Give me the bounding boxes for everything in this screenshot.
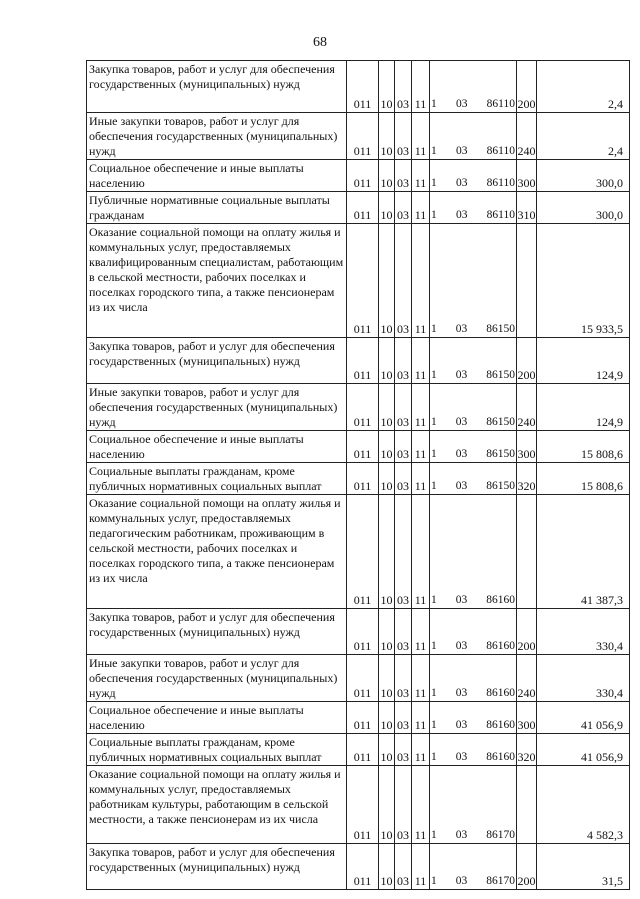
expense-type-code-cell: 240 [517, 384, 537, 431]
target-article-code-part: 03 [455, 448, 468, 460]
row-name-cell: Социальное обеспечение и иные выплаты населению [87, 702, 347, 734]
subsection-code-cell: 03 [395, 338, 412, 384]
target-article-code-part: 1 [431, 480, 437, 492]
target-article-code-cell [430, 113, 517, 160]
amount-cell: 2,4 [537, 61, 630, 113]
section-code-cell: 10 [379, 192, 395, 224]
target-article-code-part: 1 [431, 416, 437, 428]
target-article-code-part: 03 [455, 875, 468, 887]
program-code-cell: 11 [412, 61, 430, 113]
program-code-cell: 11 [412, 192, 430, 224]
section-code-cell: 10 [379, 609, 395, 655]
target-article-code-part: 86110 [486, 177, 515, 189]
row-name-cell: Закупка товаров, работ и услуг для обеспечения государственных (муниципальных) нужд [87, 844, 347, 890]
amount-cell: 4 582,3 [537, 766, 630, 844]
program-code-cell: 11 [412, 734, 430, 766]
target-article-code-part: 1 [431, 145, 437, 157]
expense-type-code-cell: 320 [517, 734, 537, 766]
program-code-cell: 11 [412, 384, 430, 431]
target-article-code-part: 1 [431, 640, 437, 652]
expense-type-code-cell: 320 [517, 463, 537, 495]
target-article-code-part: 03 [455, 640, 468, 652]
expense-type-code-cell: 240 [517, 655, 537, 702]
target-article-code-part: 1 [431, 209, 437, 221]
row-name-cell: Закупка товаров, работ и услуг для обеспечения государственных (муниципальных) нужд [87, 338, 347, 384]
table-row [87, 463, 630, 495]
amount-cell: 41 056,9 [537, 702, 630, 734]
target-article-code-part: 1 [431, 594, 437, 606]
expense-type-code-cell: 240 [517, 113, 537, 160]
table-row [87, 655, 630, 702]
subsection-code-cell: 03 [395, 702, 412, 734]
section-code-cell: 10 [379, 160, 395, 192]
target-article-code-cell [430, 61, 517, 113]
table-row [87, 61, 630, 113]
subsection-code-cell: 03 [395, 655, 412, 702]
row-name-cell: Иные закупки товаров, работ и услуг для обеспечения государственных (муниципальных) нужд [87, 384, 347, 431]
subsection-code-cell: 03 [395, 113, 412, 160]
program-code-cell: 11 [412, 224, 430, 338]
ministry-code-cell: 011 [347, 495, 379, 609]
table-row [87, 338, 630, 384]
expense-type-code-cell: 300 [517, 431, 537, 463]
target-article-code-part: 1 [431, 98, 437, 110]
ministry-code-cell: 011 [347, 609, 379, 655]
row-name-cell: Оказание социальной помощи на оплату жилья и коммунальных услуг, предоставляемых педагогическим работникам, проживающим в сельской местности, рабочих поселках и поселках городского типа, а также пенсионерам из их числа [87, 495, 347, 609]
row-name-cell: Публичные нормативные социальные выплаты гражданам [87, 192, 347, 224]
table-row [87, 702, 630, 734]
target-article-code-part: 86110 [486, 98, 515, 110]
subsection-code-cell: 03 [395, 431, 412, 463]
ministry-code-cell: 011 [347, 766, 379, 844]
section-code-cell: 10 [379, 463, 395, 495]
target-article-code-part: 86160 [486, 751, 515, 763]
row-name-cell: Социальное обеспечение и иные выплаты населению [87, 160, 347, 192]
target-article-code-part: 86110 [486, 209, 515, 221]
ministry-code-cell: 011 [347, 338, 379, 384]
target-article-code-part: 86150 [486, 416, 515, 428]
table-row [87, 495, 630, 609]
subsection-code-cell: 03 [395, 766, 412, 844]
expense-type-code-cell: 200 [517, 61, 537, 113]
subsection-code-cell: 03 [395, 61, 412, 113]
amount-cell: 300,0 [537, 192, 630, 224]
target-article-code-part: 1 [431, 369, 437, 381]
target-article-code-part: 03 [455, 719, 468, 731]
row-name-cell: Оказание социальной помощи на оплату жилья и коммунальных услуг, предоставляемых работникам культуры, работающим в сельской местности, а также пенсионерам из их числа [87, 766, 347, 844]
row-name-cell: Иные закупки товаров, работ и услуг для обеспечения государственных (муниципальных) нужд [87, 655, 347, 702]
table-row [87, 113, 630, 160]
section-code-cell: 10 [379, 338, 395, 384]
target-article-code-cell [430, 734, 517, 766]
amount-cell: 124,9 [537, 338, 630, 384]
target-article-code-part: 03 [455, 323, 468, 335]
expense-type-code-cell: 200 [517, 338, 537, 384]
target-article-code-part: 03 [455, 480, 468, 492]
target-article-code-part: 03 [455, 751, 468, 763]
target-article-code-cell [430, 766, 517, 844]
row-name-cell: Закупка товаров, работ и услуг для обеспечения государственных (муниципальных) нужд [87, 609, 347, 655]
amount-cell: 15 808,6 [537, 431, 630, 463]
amount-cell: 124,9 [537, 384, 630, 431]
target-article-code-part: 1 [431, 323, 437, 335]
ministry-code-cell: 011 [347, 192, 379, 224]
target-article-code-cell [430, 431, 517, 463]
expense-type-code-cell [517, 495, 537, 609]
amount-cell: 15 808,6 [537, 463, 630, 495]
amount-cell: 15 933,5 [537, 224, 630, 338]
table-row [87, 766, 630, 844]
row-name-cell: Иные закупки товаров, работ и услуг для обеспечения государственных (муниципальных) нужд [87, 113, 347, 160]
subsection-code-cell: 03 [395, 192, 412, 224]
amount-cell: 330,4 [537, 655, 630, 702]
table-row [87, 431, 630, 463]
ministry-code-cell: 011 [347, 384, 379, 431]
subsection-code-cell: 03 [395, 844, 412, 890]
target-article-code-cell [430, 384, 517, 431]
target-article-code-part: 86150 [486, 323, 515, 335]
row-name-cell: Оказание социальной помощи на оплату жилья и коммунальных услуг, предоставляемых квалифицированным специалистам, работающим в сельской местности, рабочих поселках и поселках городского типа, а также пенсионерам из их числа [87, 224, 347, 338]
program-code-cell: 11 [412, 844, 430, 890]
section-code-cell: 10 [379, 224, 395, 338]
amount-cell: 2,4 [537, 113, 630, 160]
target-article-code-part: 86160 [486, 719, 515, 731]
target-article-code-part: 03 [455, 177, 468, 189]
target-article-code-part: 86110 [486, 145, 515, 157]
target-article-code-cell [430, 655, 517, 702]
table-row [87, 384, 630, 431]
target-article-code-part: 86160 [486, 687, 515, 699]
target-article-code-part: 03 [455, 829, 468, 841]
program-code-cell: 11 [412, 609, 430, 655]
section-code-cell: 10 [379, 734, 395, 766]
ministry-code-cell: 011 [347, 61, 379, 113]
target-article-code-part: 86150 [486, 369, 515, 381]
budget-table [86, 60, 630, 890]
subsection-code-cell: 03 [395, 463, 412, 495]
section-code-cell: 10 [379, 766, 395, 844]
subsection-code-cell: 03 [395, 224, 412, 338]
expense-type-code-cell: 300 [517, 702, 537, 734]
ministry-code-cell: 011 [347, 160, 379, 192]
ministry-code-cell: 011 [347, 431, 379, 463]
target-article-code-part: 86170 [486, 875, 515, 887]
target-article-code-part: 1 [431, 719, 437, 731]
subsection-code-cell: 03 [395, 384, 412, 431]
target-article-code-part: 03 [455, 594, 468, 606]
program-code-cell: 11 [412, 702, 430, 734]
ministry-code-cell: 011 [347, 655, 379, 702]
expense-type-code-cell: 300 [517, 160, 537, 192]
expense-type-code-cell: 310 [517, 192, 537, 224]
section-code-cell: 10 [379, 431, 395, 463]
ministry-code-cell: 011 [347, 702, 379, 734]
subsection-code-cell: 03 [395, 495, 412, 609]
target-article-code-part: 86160 [486, 594, 515, 606]
target-article-code-part: 1 [431, 875, 437, 887]
program-code-cell: 11 [412, 113, 430, 160]
section-code-cell: 10 [379, 495, 395, 609]
subsection-code-cell: 03 [395, 734, 412, 766]
subsection-code-cell: 03 [395, 160, 412, 192]
target-article-code-cell [430, 844, 517, 890]
section-code-cell: 10 [379, 61, 395, 113]
target-article-code-part: 1 [431, 751, 437, 763]
target-article-code-part: 1 [431, 177, 437, 189]
target-article-code-part: 03 [455, 98, 468, 110]
target-article-code-cell [430, 160, 517, 192]
target-article-code-part: 1 [431, 448, 437, 460]
subsection-code-cell: 03 [395, 609, 412, 655]
program-code-cell: 11 [412, 766, 430, 844]
target-article-code-part: 1 [431, 687, 437, 699]
target-article-code-part: 03 [455, 369, 468, 381]
program-code-cell: 11 [412, 338, 430, 384]
row-name-cell: Закупка товаров, работ и услуг для обеспечения государственных (муниципальных) нужд [87, 61, 347, 113]
ministry-code-cell: 011 [347, 463, 379, 495]
program-code-cell: 11 [412, 463, 430, 495]
target-article-code-part: 86170 [486, 829, 515, 841]
target-article-code-part: 86150 [486, 480, 515, 492]
expense-type-code-cell: 200 [517, 609, 537, 655]
table-row [87, 192, 630, 224]
target-article-code-cell [430, 224, 517, 338]
program-code-cell: 11 [412, 655, 430, 702]
expense-type-code-cell [517, 766, 537, 844]
section-code-cell: 10 [379, 113, 395, 160]
program-code-cell: 11 [412, 495, 430, 609]
target-article-code-cell [430, 192, 517, 224]
expense-type-code-cell: 200 [517, 844, 537, 890]
table-row [87, 609, 630, 655]
section-code-cell: 10 [379, 384, 395, 431]
target-article-code-part: 03 [455, 416, 468, 428]
table-row [87, 734, 630, 766]
amount-cell: 330,4 [537, 609, 630, 655]
ministry-code-cell: 011 [347, 734, 379, 766]
target-article-code-cell [430, 495, 517, 609]
row-name-cell: Социальное обеспечение и иные выплаты населению [87, 431, 347, 463]
table-row [87, 224, 630, 338]
amount-cell: 41 056,9 [537, 734, 630, 766]
table-row [87, 844, 630, 890]
target-article-code-part: 03 [455, 145, 468, 157]
target-article-code-cell [430, 338, 517, 384]
program-code-cell: 11 [412, 431, 430, 463]
ministry-code-cell: 011 [347, 113, 379, 160]
program-code-cell: 11 [412, 160, 430, 192]
target-article-code-part: 03 [455, 687, 468, 699]
ministry-code-cell: 011 [347, 224, 379, 338]
expense-type-code-cell [517, 224, 537, 338]
target-article-code-cell [430, 702, 517, 734]
ministry-code-cell: 011 [347, 844, 379, 890]
target-article-code-part: 03 [455, 209, 468, 221]
amount-cell: 41 387,3 [537, 495, 630, 609]
target-article-code-cell [430, 463, 517, 495]
amount-cell: 300,0 [537, 160, 630, 192]
target-article-code-part: 86150 [486, 448, 515, 460]
target-article-code-part: 86160 [486, 640, 515, 652]
row-name-cell: Социальные выплаты гражданам, кроме публичных нормативных социальных выплат [87, 463, 347, 495]
section-code-cell: 10 [379, 655, 395, 702]
target-article-code-part: 1 [431, 829, 437, 841]
table-row [87, 160, 630, 192]
row-name-cell: Социальные выплаты гражданам, кроме публичных нормативных социальных выплат [87, 734, 347, 766]
page-number: 68 [313, 35, 327, 50]
amount-cell: 31,5 [537, 844, 630, 890]
section-code-cell: 10 [379, 844, 395, 890]
section-code-cell: 10 [379, 702, 395, 734]
target-article-code-cell [430, 609, 517, 655]
